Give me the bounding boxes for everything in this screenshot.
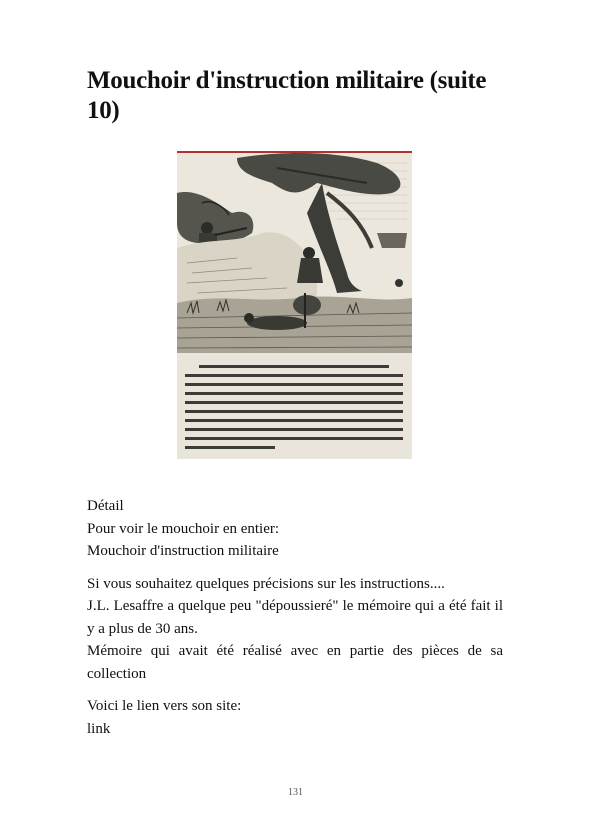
site-link[interactable]: link <box>87 720 111 737</box>
lesaffre-text: J.L. Lesaffre a quelque peu "dépoussieré" le mémoire qui a été fait il y a plus de 30 ans. <box>87 598 503 637</box>
see-full-text: Pour voir le mouchoir en entier: <box>87 520 280 537</box>
full-handkerchief-link[interactable]: Mouchoir d'instruction militaire <box>87 543 279 559</box>
precisions-text: Si vous souhaitez quelques précisions sur les instructions.... <box>87 575 445 592</box>
page-title: Mouchoir d'instruction militaire (suite 10) <box>87 67 487 124</box>
engraving-illustration <box>177 153 412 459</box>
page-number: 131 <box>288 787 303 798</box>
site-intro-text: Voici le lien vers son site: <box>87 698 242 714</box>
engraving-image <box>177 151 412 459</box>
detail-label: Détail <box>87 498 124 514</box>
body-text <box>87 495 503 740</box>
memoire-text: Mémoire qui avait été réalisé avec en partie des pièces de sa collection <box>87 643 503 682</box>
